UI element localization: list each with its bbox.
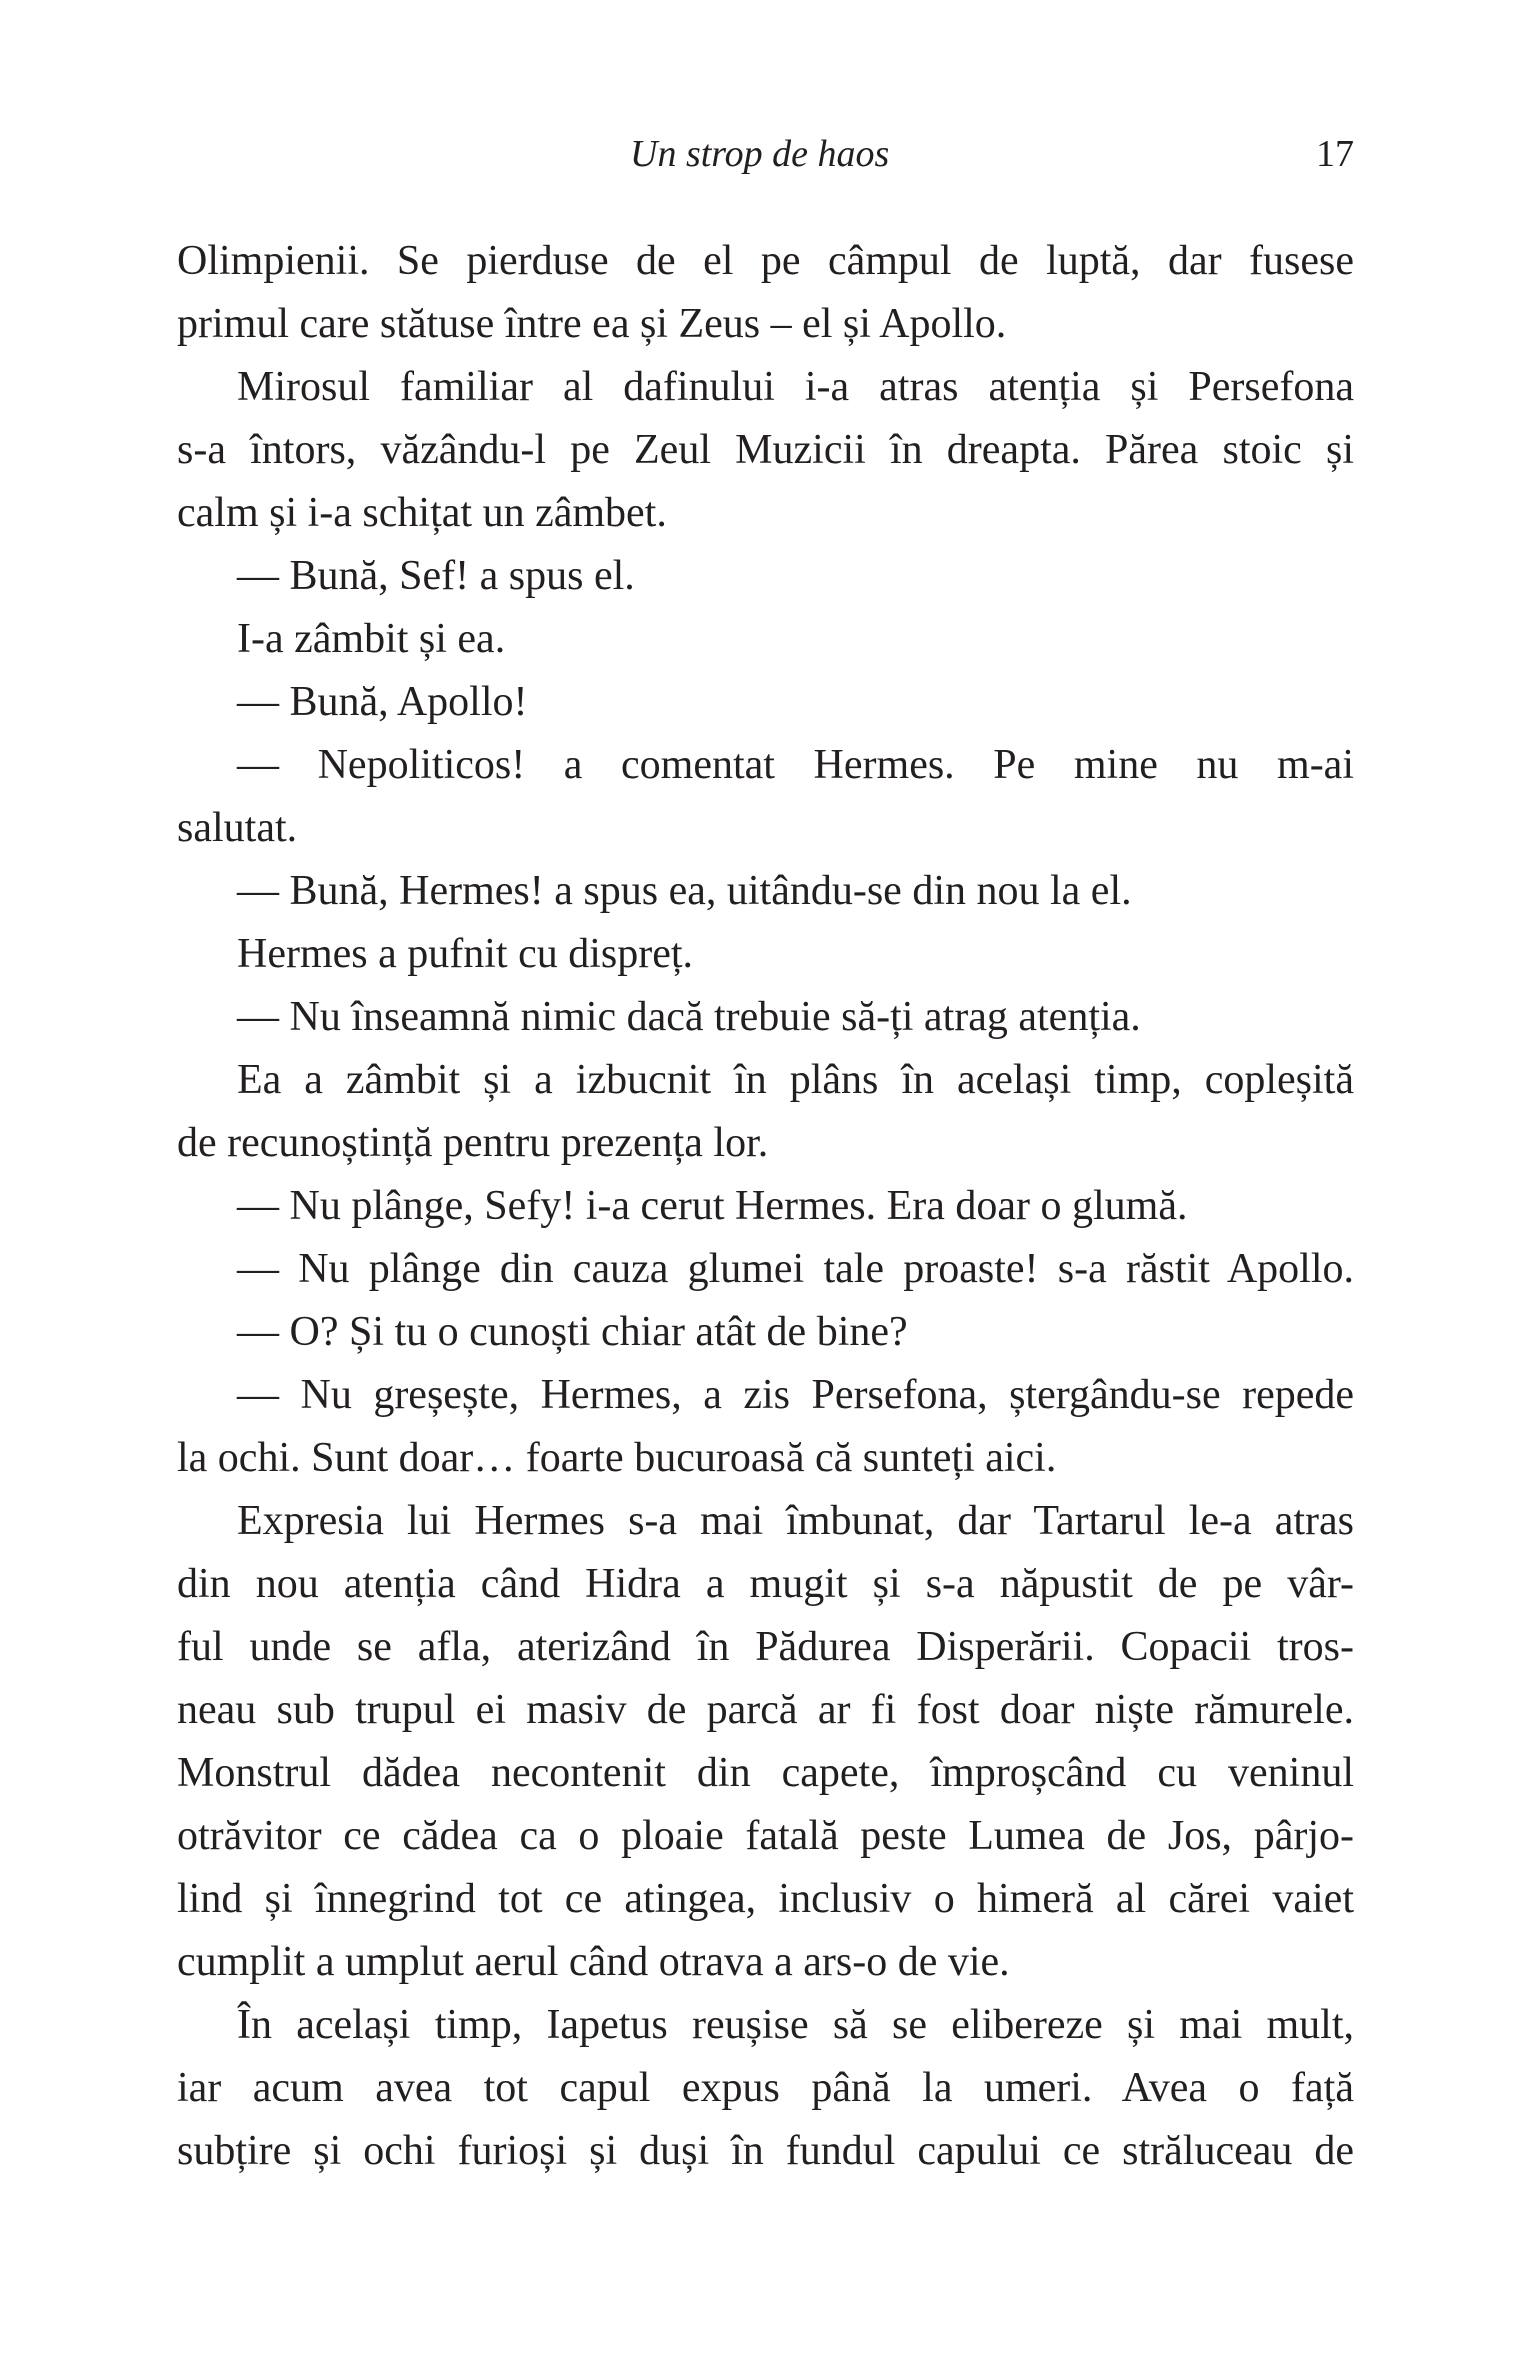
text-line: În același timp, Iapetus reușise să se elibereze și mai mult, [237, 2002, 1354, 2048]
text-line: — Nu plânge, Sefy! i-a cerut Hermes. Era doar o glumă. [237, 1183, 1188, 1229]
text-line: Hermes a pufnit cu dispreț. [237, 931, 694, 977]
text-line: cumplit a umplut aerul când otrava a ars-o de vie. [177, 1939, 1010, 1985]
text-line: ful unde se afla, aterizând în Pădurea Disperării. Copacii tros- [177, 1624, 1354, 1670]
text-line: — O? Și tu o cunoști chiar atât de bine? [237, 1309, 908, 1355]
text-line: — Nepoliticos! a comentat Hermes. Pe mine nu m-ai [237, 742, 1354, 788]
text-line: la ochi. Sunt doar… foarte bucuroasă că sunteți aici. [177, 1435, 1057, 1481]
text-line: neau sub trupul ei masiv de parcă ar fi fost doar niște rămurele. [177, 1687, 1354, 1733]
text-line: subțire și ochi furioși și duși în fundul capului ce străluceau de [177, 2128, 1354, 2174]
text-line: calm și i-a schițat un zâmbet. [177, 490, 667, 536]
text-line: — Nu greșește, Hermes, a zis Persefona, ștergându-se repede [237, 1372, 1354, 1418]
text-line: primul care stătuse între ea și Zeus – el și Apollo. [177, 301, 1007, 347]
text-line: I-a zâmbit și ea. [237, 616, 506, 662]
text-line: otrăvitor ce cădea ca o ploaie fatală peste Lumea de Jos, pârjo- [177, 1813, 1354, 1859]
text-line: — Bună, Apollo! [237, 679, 528, 725]
text-line: Ea a zâmbit și a izbucnit în plâns în același timp, copleșită [237, 1057, 1354, 1103]
text-line: Expresia lui Hermes s-a mai îmbunat, dar Tartarul le-a atras [237, 1498, 1354, 1544]
text-line: salutat. [177, 805, 298, 851]
text-line: iar acum avea tot capul expus până la umeri. Avea o față [177, 2065, 1354, 2111]
text-line: din nou atenția când Hidra a mugit și s-a năpustit de pe vâr- [177, 1561, 1354, 1607]
text-line: Monstrul dădea necontenit din capete, împroșcând cu veninul [177, 1750, 1354, 1796]
text-line: Mirosul familiar al dafinului i-a atras atenția și Persefona [237, 364, 1354, 410]
text-line: — Nu înseamnă nimic dacă trebuie să-ți atrag atenția. [237, 994, 1141, 1040]
text-line: lind și înnegrind tot ce atingea, inclusiv o himeră al cărei vaiet [177, 1876, 1354, 1922]
page-number: 17 [1316, 133, 1354, 175]
text-line: — Bună, Sef! a spus el. [237, 553, 635, 599]
text-line: — Nu plânge din cauza glumei tale proaste! s-a răstit Apollo. [237, 1246, 1354, 1292]
text-line: Olimpienii. Se pierduse de el pe câmpul de luptă, dar fusese [177, 238, 1354, 284]
text-line: — Bună, Hermes! a spus ea, uitându-se din nou la el. [237, 868, 1132, 914]
body-text [177, 230, 1354, 2183]
running-head [0, 132, 1535, 182]
text-line: de recunoștință pentru prezența lor. [177, 1120, 769, 1166]
running-title: Un strop de haos [630, 133, 890, 175]
text-line: s-a întors, văzându-l pe Zeul Muzicii în dreapta. Părea stoic și [177, 427, 1354, 473]
